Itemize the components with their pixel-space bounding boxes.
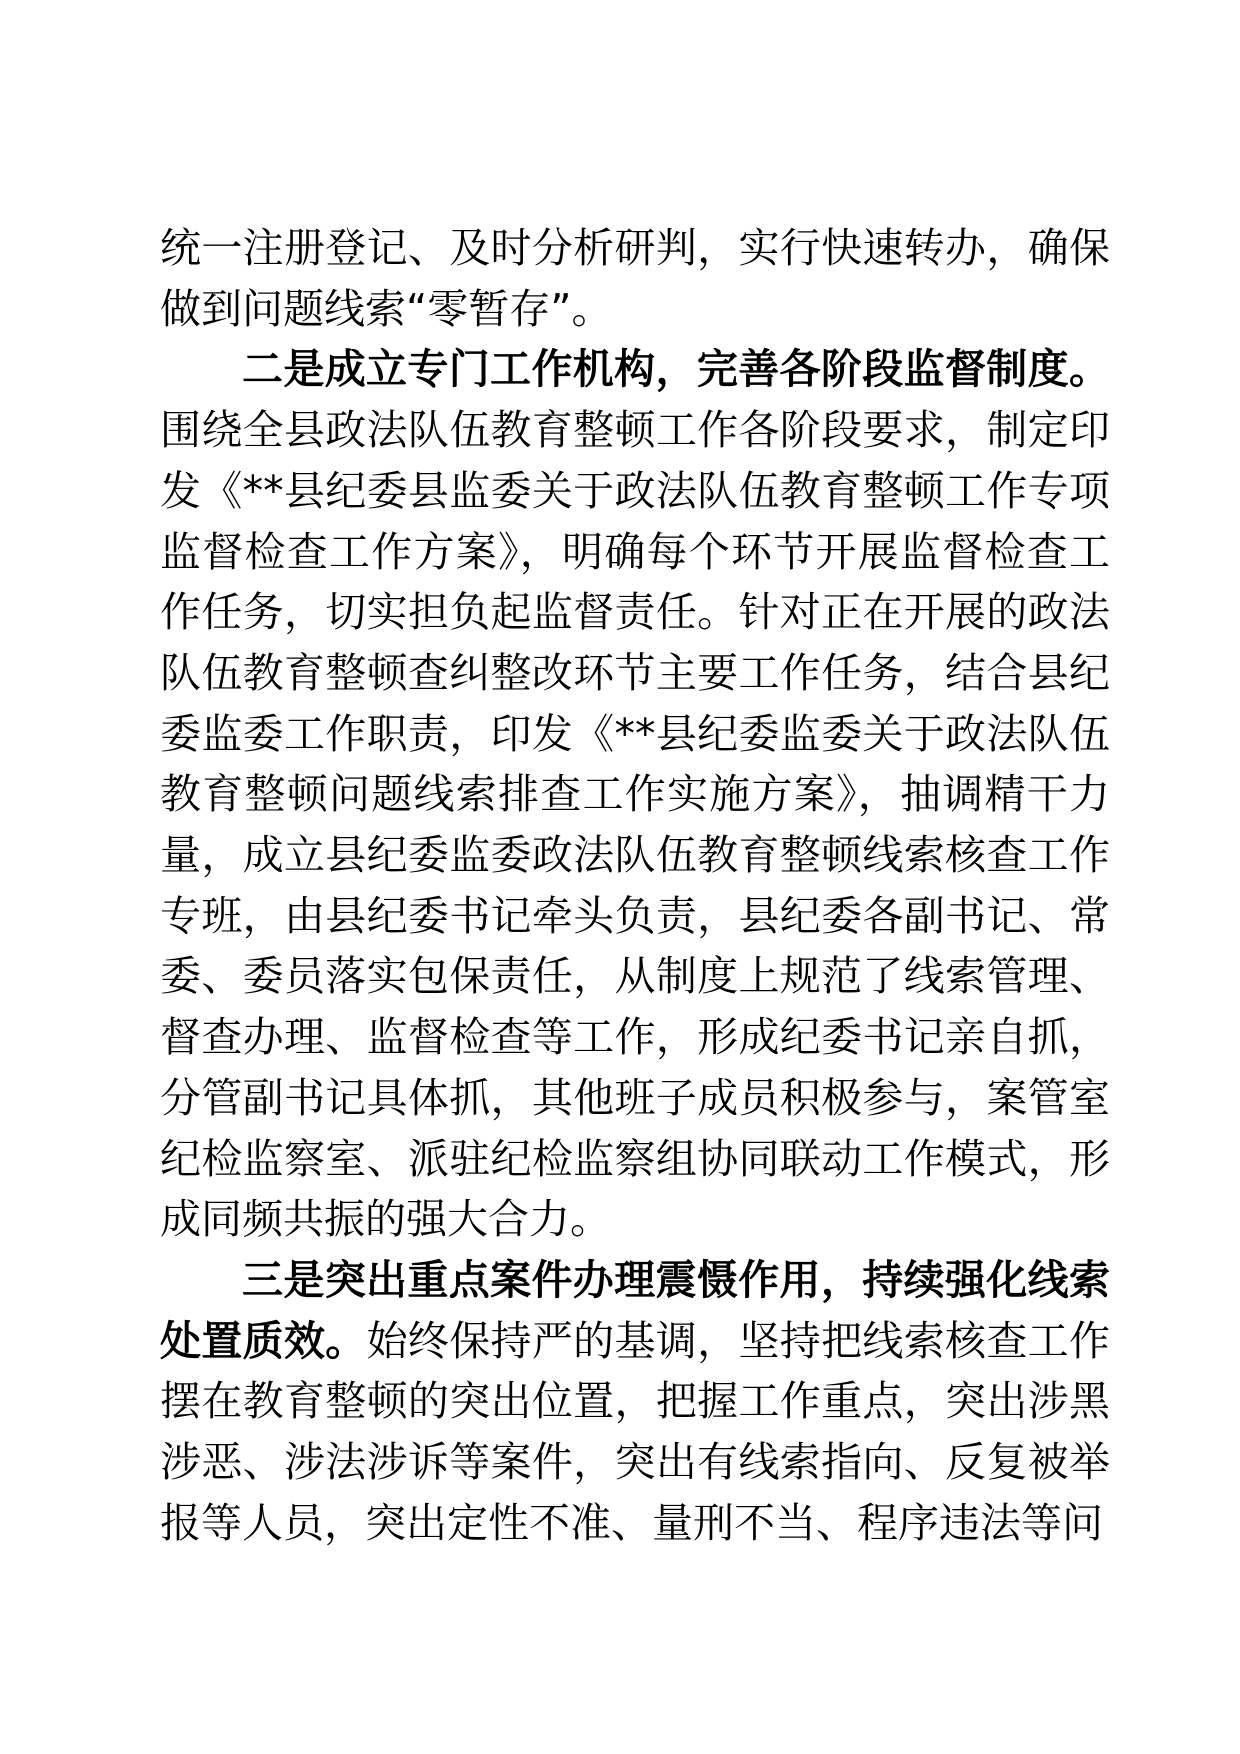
- paragraph-2-heading: 二是成立专门工作机构，完善各阶段监督制度。: [242, 345, 1110, 394]
- paragraph-2-text: 围绕全县政法队伍教育整顿工作各阶段要求，制定印发《**县纪委县监委关于政法队伍教育整顿工作专项监督检查工作方案》，明确每个环节开展监督检查工作任务，切实担负起监督责任。针对正在开展的政法队伍教育整顿查纠整改环节主要工作任务，结合县纪委监委工作职责，印发《**县纪委监委关于政法队伍教育整顿问题线索排查工作实施方案》，抽调精干力量，成立县纪委监委政法队伍教育整顿线索核查工作专班，由县纪委书记牵头负责，县纪委各副书记、常委、委员落实包保责任，从制度上规范了线索管理、督查办理、监督检查等工作，形成纪委书记亲自抓，分管副书记具体抓，其他班子成员积极参与，案管室纪检监察室、派驻纪检监察组协同联动工作模式，形成同频共振的强大合力。: [160, 406, 1110, 1244]
- document-body: [160, 218, 1110, 1553]
- paragraph-second-point: [160, 339, 1110, 1250]
- paragraph-1-text: 统一注册登记、及时分析研判，实行快速转办，确保做到问题线索“零暂存”。: [160, 224, 1110, 333]
- paragraph-3-text: 始终保持严的基调，坚持把线索核查工作摆在教育整顿的突出位置，把握工作重点，突出涉黑涉恶、涉法涉诉等案件，突出有线索指向、反复被举报等人员，突出定性不准、量刑不当、程序违法等问: [160, 1316, 1111, 1547]
- paragraph-third-point: [160, 1250, 1110, 1554]
- paragraph-continued: [160, 218, 1110, 339]
- paragraph-3-heading: 三是突出重点案件办理震慑作用，持续强化线索处置质效。: [160, 1255, 1110, 1365]
